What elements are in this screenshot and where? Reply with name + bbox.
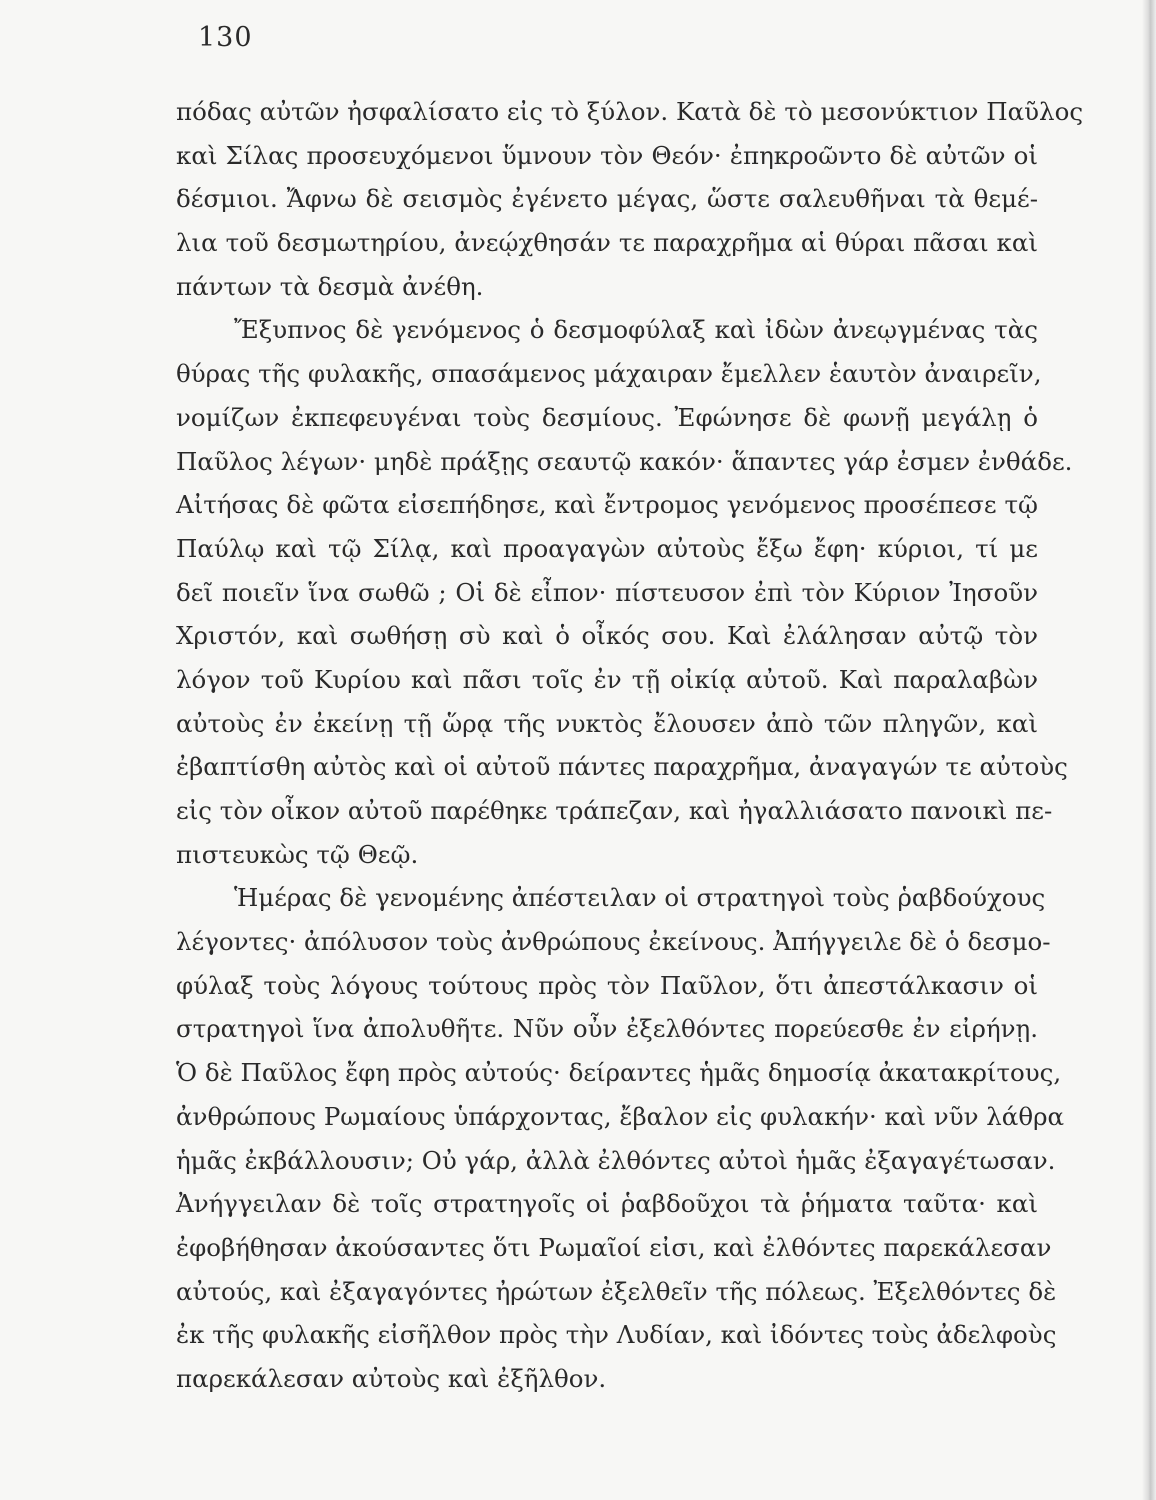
text-line: πιστευκὼς τῷ Θεῷ. (176, 839, 419, 869)
text-line: Χριστόν, καὶ σωθήσῃ σὺ καὶ ὁ οἶκός σου. Καὶ ἐλάλησαν αὐτῷ τὸν (176, 621, 1038, 651)
text-line: φύλαξ τοὺς λόγους τούτους πρὸς τὸν Παῦλον, ὅτι ἀπεστάλκασιν οἱ (176, 970, 1038, 1000)
text-line: ἡμᾶς ἐκβάλλουσιν; Οὐ γάρ, ἀλλὰ ἐλθόντες αὐτοὶ ἡμᾶς ἐξαγαγέτωσαν. (176, 1145, 1056, 1175)
text-line: θύρας τῆς φυλακῆς, σπασάμενος μάχαιραν ἔμελλεν ἑαυτὸν ἀναιρεῖν, (176, 359, 1042, 389)
page-edge-shadow (1142, 0, 1156, 1500)
text-line: αὐτούς, καὶ ἐξαγαγόντες ἠρώτων ἐξελθεῖν τῆς πόλεως. Ἐξελθόντες δὲ (176, 1276, 1057, 1306)
text-line: ἐφοβήθησαν ἀκούσαντες ὅτι Ρωμαῖοί εἰσι, καὶ ἐλθόντες παρεκάλεσαν (176, 1232, 1052, 1262)
text-line: ἐβαπτίσθη αὐτὸς καὶ οἱ αὐτοῦ πάντες παραχρῆμα, ἀναγαγών τε αὐτοὺς (176, 752, 1068, 782)
text-line: Ὁ δὲ Παῦλος ἔφη πρὸς αὐτούς· δείραντες ἡμᾶς δημοσίᾳ ἀκατακρίτους, (176, 1058, 1062, 1088)
text-line: νομίζων ἐκπεφευγέναι τοὺς δεσμίους. Ἐφώνησε δὲ φωνῇ μεγάλῃ ὁ (176, 402, 1038, 432)
text-line: δεῖ ποιεῖν ἵνα σωθῶ ; Οἱ δὲ εἶπον· πίστευσον ἐπὶ τὸν Κύριον Ἰησοῦν (176, 577, 1038, 607)
text-line: Παῦλος λέγων· μηδὲ πράξῃς σεαυτῷ κακόν· ἅπαντες γάρ ἐσμεν ἐνθάδε. (176, 446, 1073, 476)
text-line: Ἔξυπνος δὲ γενόμενος ὁ δεσμοφύλαξ καὶ ἰδὼν ἀνεῳγμένας τὰς (234, 315, 1038, 345)
text-line: ἐκ τῆς φυλακῆς εἰσῆλθον πρὸς τὴν Λυδίαν, καὶ ἰδόντες τοὺς ἀδελφοὺς (176, 1320, 1057, 1350)
text-line: Παύλῳ καὶ τῷ Σίλᾳ, καὶ προαγαγὼν αὐτοὺς ἔξω ἔφη· κύριοι, τί με (176, 533, 1038, 563)
text-line: ἀνθρώπους Ρωμαίους ὑπάρχοντας, ἔβαλον εἰς φυλακήν· καὶ νῦν λάθρα (176, 1101, 1065, 1131)
text-line: λόγον τοῦ Κυρίου καὶ πᾶσι τοῖς ἐν τῇ οἰκίᾳ αὐτοῦ. Καὶ παραλαβὼν (176, 664, 1038, 694)
text-line: Ἡμέρας δὲ γενομένης ἀπέστειλαν οἱ στρατηγοὶ τοὺς ῥαβδούχους (234, 883, 1046, 913)
text-line: λέγοντες· ἀπόλυσον τοὺς ἀνθρώπους ἐκείνους. Ἀπήγγειλε δὲ ὁ δεσμο- (176, 927, 1051, 957)
text-line: Αἰτήσας δὲ φῶτα εἰσεπήδησε, καὶ ἔντρομος γενόμενος προσέπεσε τῷ (176, 490, 1038, 520)
text-line: πόδας αὐτῶν ἠσφαλίσατο εἰς τὸ ξύλον. Κατὰ δὲ τὸ μεσονύκτιον Παῦλος (176, 97, 1084, 126)
text-line: αὐτοὺς ἐν ἐκείνῃ τῇ ὥρᾳ τῆς νυκτὸς ἔλουσεν ἀπὸ τῶν πληγῶν, καὶ (176, 708, 1038, 738)
text-line: δέσμιοι. Ἄφνω δὲ σεισμὸς ἐγένετο μέγας, ὥστε σαλευθῆναι τὰ θεμέ- (176, 184, 1038, 214)
text-line: πάντων τὰ δεσμὰ ἀνέθη. (176, 271, 484, 301)
text-line: καὶ Σίλας προσευχόμενοι ὕμνουν τὸν Θεόν· ἐπηκροῶντο δὲ αὐτῶν οἱ (176, 140, 1038, 170)
text-line: παρεκάλεσαν αὐτοὺς καὶ ἐξῆλθον. (176, 1363, 607, 1393)
text-line: Ἀνήγγειλαν δὲ τοῖς στρατηγοῖς οἱ ῥαβδοῦχοι τὰ ῥήματα ταῦτα· καὶ (176, 1189, 1038, 1219)
page-number: 130 (198, 22, 253, 53)
text-line: λια τοῦ δεσμωτηρίου, ἀνεῴχθησάν τε παραχρῆμα αἱ θύραι πᾶσαι καὶ (176, 228, 1038, 258)
text-line: εἰς τὸν οἶκον αὐτοῦ παρέθηκε τράπεζαν, καὶ ἠγαλλιάσατο πανοικὶ πε- (176, 796, 1053, 825)
body-text (176, 90, 1084, 1401)
text-line: στρατηγοὶ ἵνα ἀπολυθῆτε. Νῦν οὖν ἐξελθόντες πορεύεσθε ἐν εἰρήνῃ. (176, 1014, 1038, 1044)
